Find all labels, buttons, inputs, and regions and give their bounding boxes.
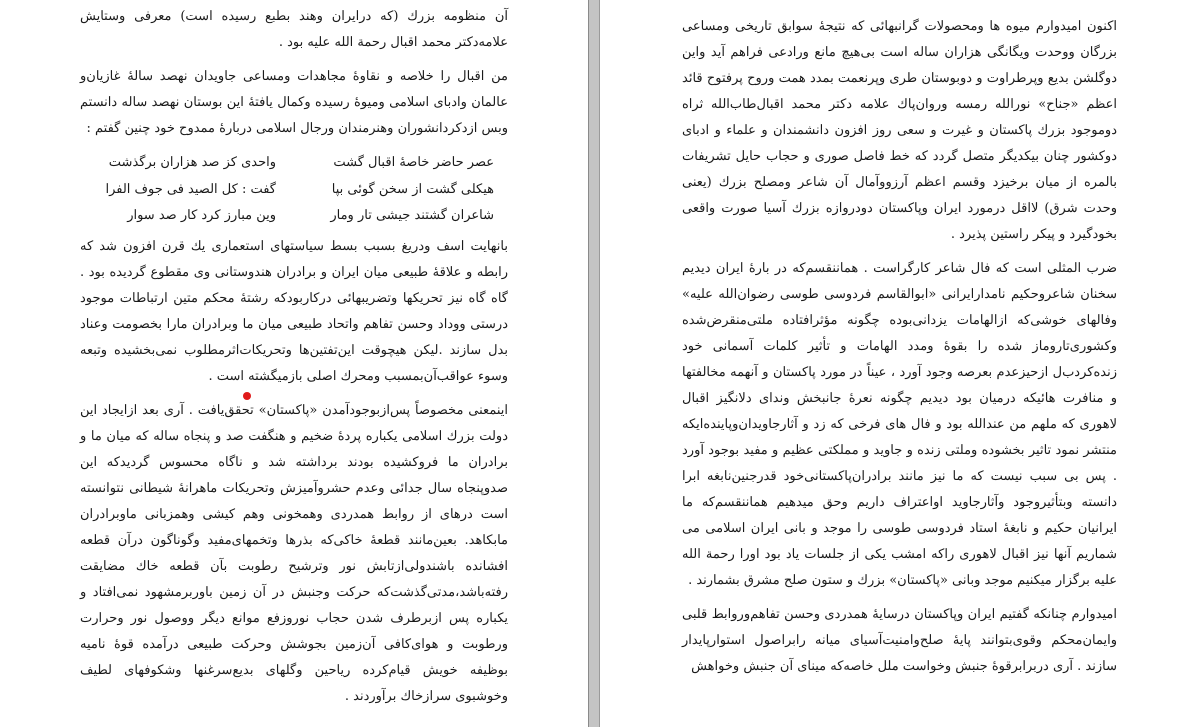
poem <box>94 150 494 230</box>
right-page <box>600 0 1192 727</box>
paragraph: ضرب المثلى است كه فال شاعر كارگراست . هماننقسم‌كه در بارهٔ ايران ديديم سخنان شاعروحكيم نامدارايرانى «ابوالقاسم فردوسى طوسى رضوان‌الله عليه» وفالهاى خوشى‌كه ازالهامات يزدانى‌بوده چگونه مؤثرافتاده ملتى‌منقرض‌شده وكشورى‌تاروماز شده را بقوهٔ ومدد الهامات و تأثير كلمات آسمانى خود زنده‌كرد‌ب‌ل ازحيزعدم بعرصه وجود آورد ، عيناً در مورد پاكستان و آنهمه مخالفتها و منافرت هائيكه درميان بود ديديم چگونه نعرهٔ جانبخش ونداى دلانگيز اقبال لاهورى كه ملهم من عندالله بود و فال هاى فرخى كه زد و آثارجاويدان‌وپاينده‌ايكه منتشر نمود تاثير بخشوده وملتى زنده و جاويد و مملكتى عظيم و مفيد بوجود آورد . پس بى سبب نيست كه ما نيز مانند برادران‌پاكستانى‌خود قدرجنين‌نابغه ابرا دانسته وبتأثيروجود وآثارجاويد اواعتراف داريم وحق ميدهيم هماننقسم‌كه ما ايرانيان حكيم و نابغهٔ استاد فردوسى طوسى را موجد و بانى ايران اسلامى مى شماريم آنها نيز اقبال لاهورى راكه امشب يكى از جلسات ياد بود اورا رحمة الله عليه برگزار ميكنيم موجد وبانى «پاكستان» بزرك و ستون صلح مشرق بشمارند . <box>682 261 1118 588</box>
poem-verse: عصر حاضر خاصهٔ اقبال گشت <box>333 155 494 170</box>
poem-verse: گفت : كل الصيد فى جوف الفرا <box>105 181 276 197</box>
red-annotation-dot <box>243 392 251 400</box>
poem-verse: شاعران گشتند جيشى تار ومار <box>330 208 494 223</box>
book-gutter <box>588 0 600 727</box>
paragraph: اكنون اميدوارم ميوه ها ومحصولات گرانبهائى كه نتيجهٔ سوابق تاريخى ومساعى بزرگان ووحدت ويگانگى هزاران ساله است بى‌هيچ مانع ورادعى فراهم آيد واين دوگلشن بديع وپرطراوت و دوبوستان طرى وپرنعمت بمدد همت وروح پرفتوح قائد اعظم «جناح» نورالله رمسه وروان‌پاك علامه دكتر محمد اقبال‌طاب‌الله ثراه دوموجود بزرك پاكستان و غيرت و سعى روز افزون دانشمندان و علماء و ادباى دوكشور چنان بيكديگر متصل گردد كه خط فاصل صورى و حجاب حايل تشريفات بالمره از ميان برخيزد وقسم اعظم آرزووآمال آن شاعر ومصلح بزرك (يعنى وحدت شرق) لااقل درمورد ايران وپاكستان دودروازه بزرك آسيا صورت واقعى بخودگيرد و پيكر راستين پذيرد . <box>682 19 1117 242</box>
paragraph: اينمعنى مخصوصاً پس‌ازبوجودآمدن «پاكستان» تحقق‌يافت . آرى بعد ازايجاد اين دولت بزرك اسلامى يكباره پردهٔ ضخيم و هنگفت صد و پنجاه ساله كه ميان ما و برادران ما فروكشيده بودند برداشته شد و ناگاه محسوس گرديدكه اين صدوپنجاه سال جدائى وعدم حشروآميزش وتحريكات ماهرانهٔ شيطانى نتوانسته است درهاى از روابط همدردى وهمخونى وهم كيشى وهمزبانى ماوبرادران مابكاهد. بعين‌مانند قطعهٔ خاكى‌كه بذرها وتخمهاى‌مفيد وگوناگون درآن قطعه افشانده باشندولى‌ازتابش نور وترشيح رطوبت بآن قطعه خاك مضايقت رفته‌باشد،مدتى‌گذشت‌كه حركت وجنبش در آن زمين باوربرمشهود نمى‌افتاد و يكباره پس ازبرطرف شدن حجاب نوروزفع موانع ديگر ووصول نور وحرارت ورطوبت و هواى‌كافى آن‌زمين بجوشش وحركت طبيعى درآمده قوهٔ ناميه بوظيفه خويش قيام‌كرده رياحين وگلهاى بديع‌سرغنها وشكوفهاى لطيف وخوشبوى سرازخاك برآوردند . <box>80 402 508 704</box>
poem-verse: هيكلى گشت از سخن گوئى بپا <box>331 181 494 197</box>
paragraph: من اقبال را خلاصه و نقاوهٔ مجاهدات ومساعى جاويدان نهصد سالهٔ غازيان‌و عالمان وادباى اسلامى وميوهٔ رسيده وكمال يافتهٔ اين بوستان نهصد ساله دانستم وبس ازدكردانشوران وهنرمندان ورجال اسلامى دربارهٔ ممدوح خود چنين گفتم : <box>80 69 508 136</box>
left-page <box>0 0 588 727</box>
paragraph: آن منظومه بزرك (كه درايران وهند بطبع رسيده است) معرفى وستايش علامه‌دكتر محمد اقبال رحمة الله عليه بود . <box>80 9 508 50</box>
poem-verse: وين مبارز كرد كار صد سوار <box>127 208 276 223</box>
poem-verse: واحدى كز صد هزاران برگذشت <box>108 155 276 170</box>
paragraph: اميدوارم چنانكه گفتيم ايران وپاكستان درسايهٔ همدردى وحسن تفاهم‌وروابط قلبى وايمان‌محكم وقوى‌بتوانند پايهٔ صلح‌وامنيت‌آسياى ميانه رابراصول استوارپايدار سازند . آرى دربرابرقوهٔ جنبش وخواست ملل خاصه‌كه ميناى آن جنبش وخواهش <box>682 607 1117 674</box>
paragraph: بانهايت اسف ودريغ بسبب بسط سياستهاى استعمارى يك قرن افزون شد كه رابطه و علاقهٔ طبيعى ميان ايران و برادران هندوستانى وى مقطوع گرديده بود . گاه گاه نيز تحريكها وتضريبهائى دركاربودكه رشتهٔ محكم متين ارتباطات موجود درستى ووداد وحسن تفاهم واتحاد طبيعى ميان ما وبرادران مارا بخصومت وعناد بدل سازند .ليكن هيچوقت اين‌تفتين‌ها وتحريكات‌اثرمطلوب نمى‌بخشيده وتبعه وسوء عواقب‌آن‌بمسبب ومحرك اصلى بازميگشته است . <box>80 238 508 384</box>
